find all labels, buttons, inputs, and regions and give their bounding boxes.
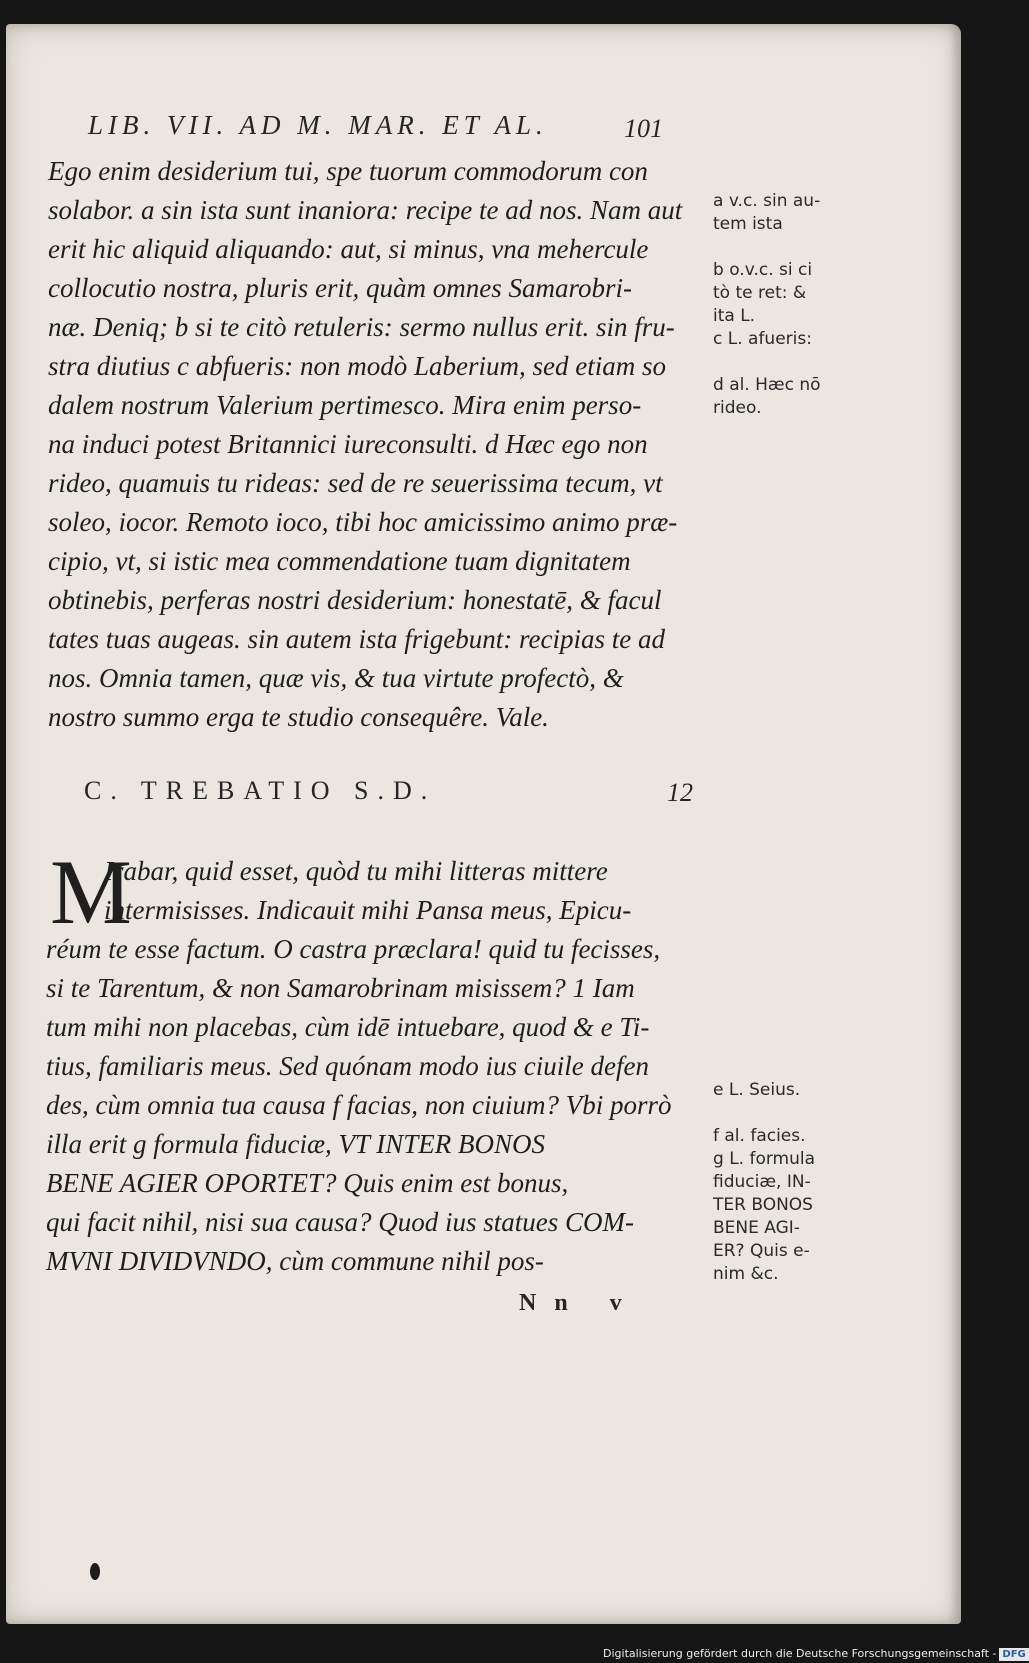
text-line: tius, familiaris meus. Sed quónam modo ius ciuile defen: [46, 1051, 649, 1081]
text-line: des, cùm omnia tua causa f facias, non ciuium? Vbi porrò: [46, 1090, 672, 1120]
text-line: réum te esse factum. O castra præclara! quid tu fecisses,: [46, 934, 661, 964]
text-line: collocutio nostra, pluris erit, quàm omnes Samarobri-: [48, 273, 632, 303]
ink-spot: [90, 1563, 100, 1580]
text-line: qui facit nihil, nisi sua causa? Quod ius statues COM-: [46, 1207, 635, 1237]
text-line: tates tuas augeas. sin autem ista frigebunt: recipias te ad: [48, 624, 665, 654]
margin-note: ER? Quis e-: [713, 1241, 810, 1261]
margin-note: BENE AGI-: [713, 1218, 800, 1238]
text-line: si te Tarentum, & non Samarobrinam misissem? 1 Iam: [46, 973, 635, 1003]
margin-notes-two: [713, 1010, 853, 1286]
text-line: na induci potest Britannici iureconsulti. d Hæc ego non: [48, 429, 648, 459]
text-line: Irabar, quid esset, quòd tu mihi litteras mittere: [104, 856, 608, 886]
text-line: intermisisses. Indicauit mihi Pansa meus, Epicu-: [104, 895, 632, 925]
text-line: rideo, quamuis tu rideas: sed de re seuerissima tecum, vt: [48, 468, 663, 498]
text-line: soleo, iocor. Remoto ioco, tibi hoc amicissimo animo præ-: [48, 507, 678, 537]
text-line: solabor. a sin ista sunt inaniora: recipe te ad nos. Nam aut: [48, 195, 683, 225]
text-line: nostro summo erga te studio consequêre. Vale.: [48, 702, 549, 732]
margin-note: f al. facies.: [713, 1126, 806, 1146]
letter-one-text: [48, 152, 682, 737]
margin-note: ita L.: [713, 306, 756, 326]
margin-notes-one: [713, 190, 853, 420]
margin-note: tem ista: [713, 214, 783, 234]
margin-note: b o.v.c. si ci: [713, 260, 813, 280]
text-line: stra diutius c abfueris: non modò Laberium, sed etiam so: [48, 351, 666, 381]
text-line: illa erit g formula fiduciæ, VT INTER BONOS: [46, 1129, 546, 1159]
margin-note: fiduciæ, IN-: [713, 1172, 811, 1192]
letter-number: 12: [667, 778, 693, 807]
letter-heading: C. TREBATIO S.D.: [84, 776, 437, 805]
page-number: 101: [624, 114, 663, 143]
digitization-footer: [603, 1644, 1029, 1663]
text-line: nos. Omnia tamen, quæ vis, & tua virtute profectò, &: [48, 663, 624, 693]
running-head: LIB. VII. AD M. MAR. ET AL.: [88, 110, 548, 140]
text-line: obtinebis, perferas nostri desiderium: honestatē, & facul: [48, 585, 662, 615]
margin-note: TER BONOS: [713, 1195, 813, 1215]
text-line: dalem nostrum Valerium pertimesco. Mira enim perso-: [48, 390, 642, 420]
margin-note: nim &c.: [713, 1264, 779, 1284]
drop-capital: M: [50, 841, 132, 943]
margin-note: tò te ret: &: [713, 283, 807, 303]
dfg-logo: DFG: [999, 1648, 1028, 1661]
margin-note: d al. Hæc nō: [713, 375, 821, 395]
text-line: erit hic aliquid aliquando: aut, si minus, vna mehercule: [48, 234, 649, 264]
text-line: Ego enim desiderium tui, spe tuorum commodorum con: [48, 156, 648, 186]
margin-note: g L. formula: [713, 1149, 816, 1169]
text-line: cipio, vt, si istic mea commendatione tuam dignitatem: [48, 546, 631, 576]
margin-note: c L. afueris:: [713, 329, 812, 349]
margin-note: a v.c. sin au-: [713, 191, 821, 211]
footer-text: Digitalisierung gefördert durch die Deutsche Forschungsgemeinschaft -: [603, 1647, 997, 1660]
text-line: næ. Deniq; b si te citò retuleris: sermo nullus erit. sin fru-: [48, 312, 675, 342]
margin-note: e L. Seius.: [713, 1080, 801, 1100]
text-line: tum mihi non placebas, cùm idē intuebare, quod & e Ti-: [46, 1012, 650, 1042]
text-line: MVNI DIVIDVNDO, cùm commune nihil pos-: [46, 1246, 544, 1276]
margin-note: rideo.: [713, 398, 762, 418]
text-line: BENE AGIER OPORTET? Quis enim est bonus,: [46, 1168, 569, 1198]
letter-two-text: [46, 841, 672, 1281]
catchword: Nn v: [519, 1290, 640, 1316]
